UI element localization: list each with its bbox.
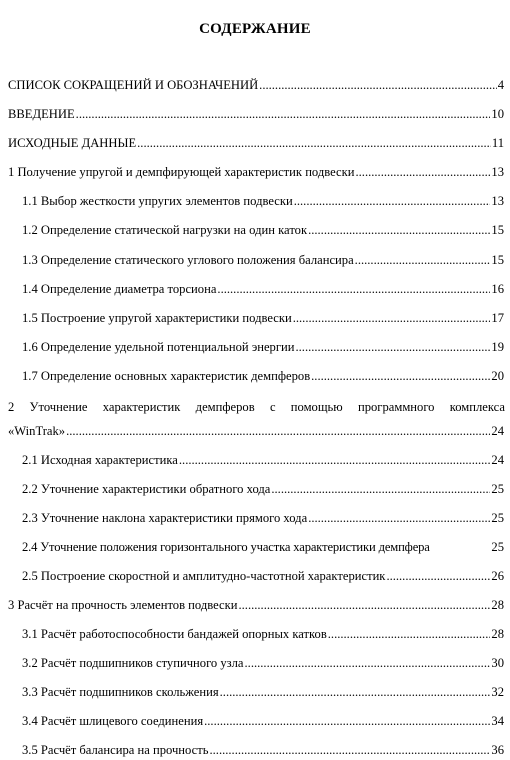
- toc-leader-dots: [271, 481, 490, 497]
- toc-leader-dots: [66, 423, 490, 439]
- toc-entry-label: 1.5 Построение упругой характеристики подвески: [22, 311, 292, 325]
- toc-entry-label: ИСХОДНЫЕ ДАННЫЕ: [8, 136, 137, 150]
- toc-entry[interactable]: [22, 510, 504, 526]
- toc-page-number: 13: [491, 194, 504, 208]
- toc-page-number: 25: [491, 540, 504, 554]
- toc-entry-label: 2.1 Исходная характеристика: [22, 453, 178, 467]
- toc-entry[interactable]: [8, 164, 504, 180]
- toc-leader-dots: [386, 568, 490, 584]
- toc-entry[interactable]: [22, 539, 504, 555]
- toc-leader-dots: [210, 742, 491, 758]
- toc-entry-label: 3.2 Расчёт подшипников ступичного узла: [22, 656, 244, 670]
- toc-page-number: 19: [491, 340, 504, 354]
- toc-entry-label: 3.3 Расчёт подшипников скольжения: [22, 685, 219, 699]
- toc-entry[interactable]: [22, 713, 504, 729]
- toc-page-number: 25: [491, 511, 504, 525]
- toc-leader-dots: [311, 368, 490, 384]
- toc-entry[interactable]: [22, 655, 504, 671]
- toc-entry[interactable]: [22, 452, 504, 468]
- toc-entry-label: ВВЕДЕНИЕ: [8, 107, 75, 121]
- toc-entry-label: 1.1 Выбор жесткости упругих элементов подвески: [22, 194, 293, 208]
- toc-page-number: 26: [491, 569, 504, 583]
- toc-page-number: 32: [491, 685, 504, 699]
- toc-leader-dots: [245, 655, 491, 671]
- toc-entry[interactable]: [22, 481, 504, 497]
- toc-entry[interactable]: [22, 281, 504, 297]
- toc-leader-dots: [308, 510, 490, 526]
- toc-leader-dots: [294, 193, 491, 209]
- toc-page-number: 4: [497, 78, 504, 92]
- page-title: СОДЕРЖАНИЕ: [199, 21, 311, 37]
- toc-page-number: 17: [491, 311, 504, 325]
- toc-page-number: 24: [491, 424, 504, 438]
- toc-entry[interactable]: [8, 423, 504, 439]
- toc-entry-label: 3 Расчёт на прочность элементов подвески: [8, 598, 238, 612]
- toc-leader-dots: [259, 77, 497, 93]
- toc-entry[interactable]: [22, 339, 504, 355]
- toc-page-number: 30: [491, 656, 504, 670]
- toc-entry[interactable]: [22, 684, 504, 700]
- toc-entry-label: 2.4 Уточнение положения горизонтального участка характеристики демпфера: [22, 540, 430, 554]
- toc-page-number: 10: [491, 107, 504, 121]
- toc-leader-dots: [217, 281, 490, 297]
- toc-leader-dots: [296, 339, 491, 355]
- toc-leader-dots: [204, 713, 490, 729]
- toc-entry[interactable]: [8, 106, 504, 122]
- toc-entry[interactable]: [8, 135, 504, 151]
- toc-entry-label: 2.5 Построение скоростной и амплитудно-частотной характеристик: [22, 569, 386, 583]
- toc-leader-dots: [220, 684, 491, 700]
- toc-leader-dots: [137, 135, 491, 151]
- toc-entry-label: 3.5 Расчёт балансира на прочность: [22, 743, 209, 757]
- toc-entry[interactable]: [22, 310, 504, 326]
- toc-leader-dots: [328, 626, 491, 642]
- toc-page-number: 13: [491, 165, 504, 179]
- toc-leader-dots: [355, 252, 491, 268]
- toc-entry-label: 1.7 Определение основных характеристик демпферов: [22, 369, 311, 383]
- toc-page-number: 15: [491, 253, 504, 267]
- toc-entry-label: 1.3 Определение статического углового положения балансира: [22, 253, 354, 267]
- toc-leader-dots: [239, 597, 491, 613]
- toc-entry-label: 1.2 Определение статической нагрузки на один каток: [22, 223, 308, 237]
- toc-page-number: 20: [491, 369, 504, 383]
- toc-entry-label: 1 Получение упругой и демпфирующей характеристик подвески: [8, 165, 355, 179]
- toc-leader-dots: [76, 106, 491, 122]
- toc-entry[interactable]: [8, 77, 504, 93]
- toc-entry-label: 3.4 Расчёт шлицевого соединения: [22, 714, 204, 728]
- toc-leader-dots: [308, 222, 490, 238]
- toc-entry[interactable]: [8, 597, 504, 613]
- toc-entry[interactable]: [22, 742, 504, 758]
- toc-entry-label: 1.4 Определение диаметра торсиона: [22, 282, 217, 296]
- toc-entry-label: 1.6 Определение удельной потенциальной энергии: [22, 340, 295, 354]
- toc-page-number: 28: [491, 627, 504, 641]
- toc-page-number: 36: [491, 743, 504, 757]
- toc-entry-label: 2.3 Уточнение наклона характеристики прямого хода: [22, 511, 308, 525]
- toc-entry[interactable]: [22, 568, 504, 584]
- toc-entry[interactable]: [22, 222, 504, 238]
- toc-entry-label: 2.2 Уточнение характеристики обратного хода: [22, 482, 271, 496]
- toc-entry-label: СПИСОК СОКРАЩЕНИЙ И ОБОЗНАЧЕНИЙ: [8, 78, 259, 92]
- toc-entry-line1[interactable]: 2 Уточнение характеристик демпферов с помощью программного комплекса: [8, 400, 505, 414]
- toc-page-number: 34: [491, 714, 504, 728]
- toc-page-number: 24: [491, 453, 504, 467]
- toc-entry[interactable]: [22, 368, 504, 384]
- toc-page-number: 25: [491, 482, 504, 496]
- toc-entry[interactable]: [22, 252, 504, 268]
- toc-entry-label: «WinTrak»: [8, 424, 66, 438]
- toc-entry[interactable]: [22, 626, 504, 642]
- toc-leader-dots: [356, 164, 491, 180]
- toc-leader-dots: [179, 452, 491, 468]
- toc-entry-label: 3.1 Расчёт работоспособности бандажей опорных катков: [22, 627, 327, 641]
- toc-page-number: 15: [491, 223, 504, 237]
- toc-page-number: 16: [491, 282, 504, 296]
- toc-page-number: 11: [491, 136, 504, 150]
- toc-page-number: 28: [491, 598, 504, 612]
- toc-entry[interactable]: [22, 193, 504, 209]
- toc-leader-dots: [293, 310, 491, 326]
